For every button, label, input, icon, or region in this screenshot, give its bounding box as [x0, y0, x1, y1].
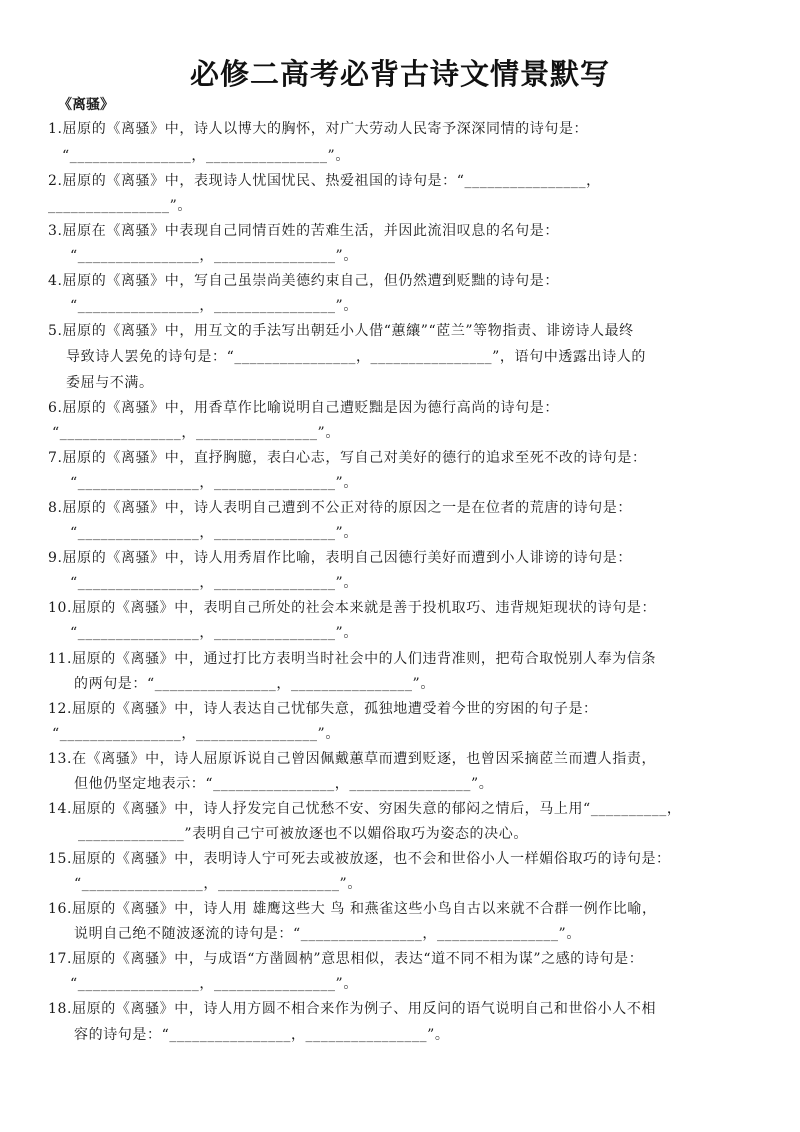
question-17-line-1: 17.屈原的《离骚》中，与成语“方凿圆枘”意思相似，表达“道不同不相为谋”之感的诗句是：: [48, 951, 644, 967]
question-8-answer-line: “________________，________________”。: [70, 525, 358, 541]
question-4-answer-line: “________________，________________”。: [70, 298, 358, 314]
question-7-answer-line: “________________，________________”。: [70, 475, 358, 491]
question-15-line-1: 15.屈原的《离骚》中，表明诗人宁可死去或被放逐，也不会和世俗小人一样媚俗取巧的诗句是：: [48, 851, 671, 867]
question-10-answer-line: “________________，________________”。: [70, 625, 358, 641]
question-4-line-1: 4.屈原的《离骚》中，写自己虽崇尚美德约束自己，但仍然遭到贬黜的诗句是：: [48, 273, 559, 289]
question-10-line-1: 10.屈原的《离骚》中，表明自己所处的社会本来就是善于投机取巧、违背规矩现状的诗句是：: [48, 600, 657, 616]
question-6-answer-line: “________________，________________”。: [52, 425, 340, 441]
question-12-answer-line: “________________，________________”。: [52, 726, 340, 742]
question-1-line-1: 1.屈原的《离骚》中，诗人以博大的胸怀，对广大劳动人民寄予深深同情的诗句是：: [48, 121, 589, 137]
question-16-line-1: 16.屈原的《离骚》中，诗人用 雄鹰这些大 鸟 和燕雀这些小鸟自古以来就不合群一例作比喻，: [48, 901, 657, 917]
question-18-line-2: 容的诗句是：“________________，________________”。: [74, 1027, 450, 1043]
question-14-line-1: 14.屈原的《离骚》中，诗人抒发完自己忧愁不安、穷困失意的郁闷之情后，马上用“__________，: [48, 801, 682, 817]
question-12-line-1: 12.屈原的《离骚》中，诗人表达自己忧郁失意，孤独地遭受着今世的穷困的句子是：: [48, 701, 598, 717]
question-3-answer-line: “________________，________________”。: [70, 248, 358, 264]
question-11-line-1: 11.屈原的《离骚》中，通过打比方表明当时社会中的人们违背准则，把苟合取悦别人奉为信条: [48, 651, 657, 667]
question-11-line-2: 的两句是：“________________，________________”。: [74, 676, 435, 692]
question-9-line-1: 9.屈原的《离骚》中，诗人用秀眉作比喻，表明自己因德行美好而遭到小人诽谤的诗句是：: [48, 550, 632, 566]
question-13-line-2: 但他仍坚定地表示：“________________，________________”。: [74, 776, 494, 792]
question-15-answer-line: “________________，________________”。: [74, 876, 362, 892]
question-1-answer-line: “________________，________________”。: [62, 148, 350, 164]
question-13-line-1: 13.在《离骚》中，诗人屈原诉说自己曾因佩戴蕙草而遭到贬逐，也曾因采摘茝兰而遭人指责，: [48, 751, 657, 767]
question-17-answer-line: “________________，________________”。: [70, 976, 358, 992]
question-16-line-2: 说明自己绝不随波逐流的诗句是：“________________，________________”。: [74, 926, 581, 942]
question-18-line-1: 18.屈原的《离骚》中，诗人用方圆不相合来作为例子、用反问的语气说明自己和世俗小人不相: [48, 1001, 657, 1017]
question-5-line-1: 5.屈原的《离骚》中，用互文的手法写出朝廷小人借“蕙纕”“茝兰”等物指责、诽谤诗人最终: [48, 323, 634, 339]
section-heading: 《离骚》: [58, 97, 114, 113]
question-8-line-1: 8.屈原的《离骚》中，诗人表明自己遭到不公正对待的原因之一是在位者的荒唐的诗句是：: [48, 500, 632, 516]
question-5-line-3: 委屈与不满。: [66, 375, 154, 391]
question-3-line-1: 3.屈原在《离骚》中表现自己同情百姓的苦难生活，并因此流泪叹息的名句是：: [48, 223, 559, 239]
question-5-line-2: 导致诗人罢免的诗句是：“________________，________________”，语句中透露出诗人的: [66, 349, 646, 365]
question-2-line-1: 2.屈原的《离骚》中，表现诗人忧国忧民、热爱祖国的诗句是：“________________，: [48, 173, 601, 189]
question-9-answer-line: “________________，________________”。: [70, 575, 358, 591]
question-6-line-1: 6.屈原的《离骚》中，用香草作比喻说明自己遭贬黜是因为德行高尚的诗句是：: [48, 400, 559, 416]
question-2-line-2: ________________”。: [48, 198, 192, 214]
question-14-line-2: ______________”表明自己宁可被放逐也不以媚俗取巧为姿态的决心。: [78, 826, 528, 842]
question-7-line-1: 7.屈原的《离骚》中，直抒胸臆，表白心志，写自己对美好的德行的追求至死不改的诗句是：: [48, 450, 647, 466]
page-title: 必修二高考必背古诗文情景默写: [189, 57, 610, 91]
